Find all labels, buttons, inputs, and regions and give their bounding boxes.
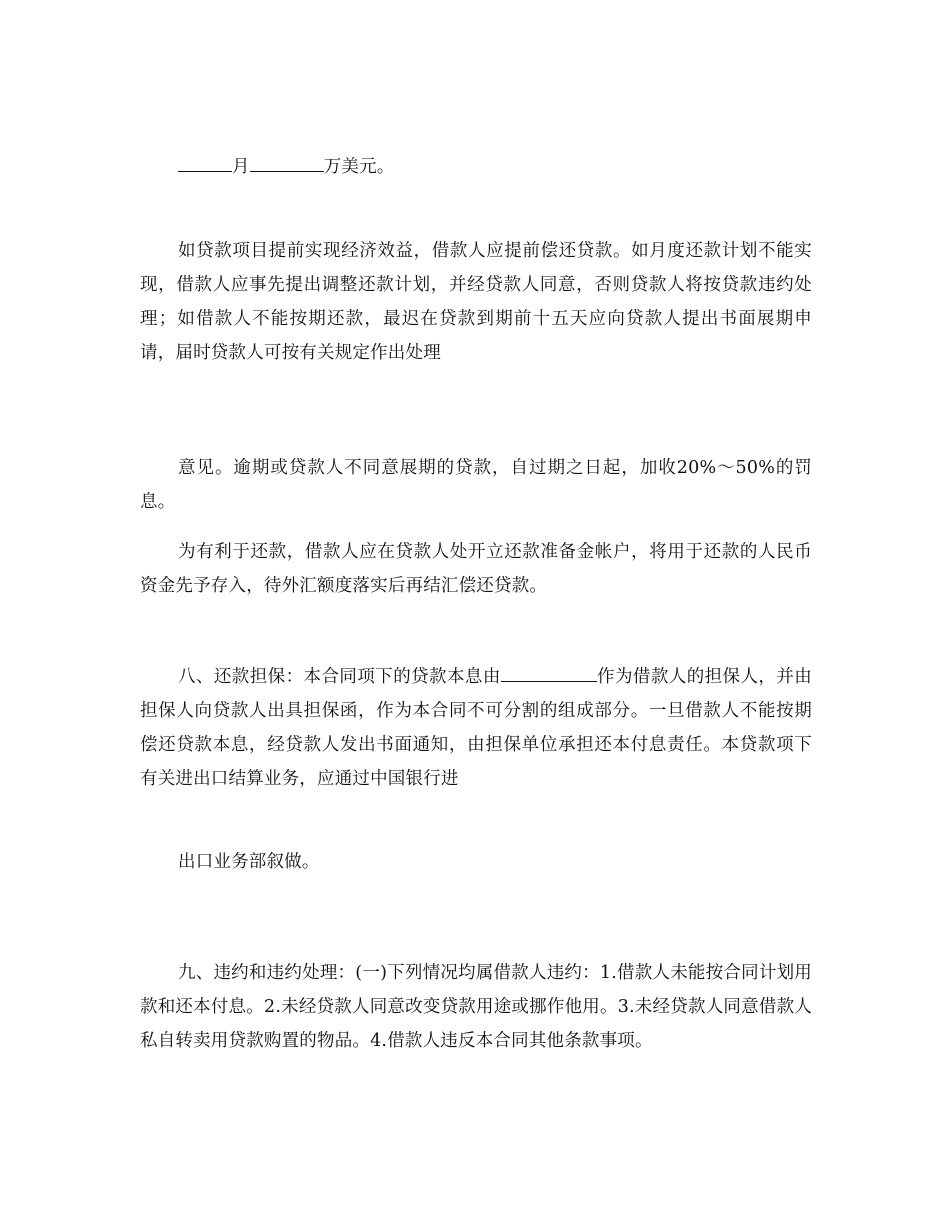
blank-month-field bbox=[178, 151, 232, 172]
paragraph-export-business: 出口业务部叙做。 bbox=[178, 852, 320, 872]
blank-guarantor-field bbox=[501, 661, 597, 682]
paragraph-repayment-schedule-line bbox=[140, 150, 812, 184]
guarantee-text-before: 八、还款担保：本合同项下的贷款本息由 bbox=[178, 667, 501, 687]
blank-amount-field bbox=[250, 151, 324, 172]
paragraph-default-handling: 九、违约和违约处理：(一)下列情况均属借款人违约：1.借款人未能按合同计划用款和还本付息。2.未经贷款人同意改变贷款用途或挪作他用。3.未经贷款人同意借款人私自转卖用贷款购置的物品。4.借款人违反本合同其他条款事项。 bbox=[140, 963, 812, 1051]
month-suffix: 月 bbox=[232, 157, 250, 177]
paragraph-early-repayment: 如贷款项目提前实现经济效益，借款人应提前偿还贷款。如月度还款计划不能实现，借款人应事先提出调整还款计划，并经贷款人同意，否则贷款人将按贷款违约处理；如借款人不能按期还款，最迟在贷款到期前十五天应向贷款人提出书面展期申请，届时贷款人可按有关规定作出处理 bbox=[140, 241, 812, 363]
paragraph-repayment-guarantee bbox=[140, 660, 812, 796]
paragraph-overdue-penalty: 意见。逾期或贷款人不同意展期的贷款，自过期之日起，加收20%～50%的罚息。 bbox=[140, 458, 812, 512]
amount-suffix: 万美元。 bbox=[323, 157, 395, 177]
paragraph-repayment-reserve-account: 为有利于还款，借款人应在贷款人处开立还款准备金帐户，将用于还款的人民币资金先予存入，待外汇额度落实后再结汇偿还贷款。 bbox=[140, 542, 812, 596]
guarantee-text-after: 作为借款人的担保人，并由担保人向贷款人出具担保函，作为本合同不可分割的组成部分。一旦借款人不能按期偿还贷款本息，经贷款人发出书面通知，由担保单位承担还本付息责任。本贷款项下有关进出口结算业务，应通过中国银行进 bbox=[140, 667, 812, 789]
